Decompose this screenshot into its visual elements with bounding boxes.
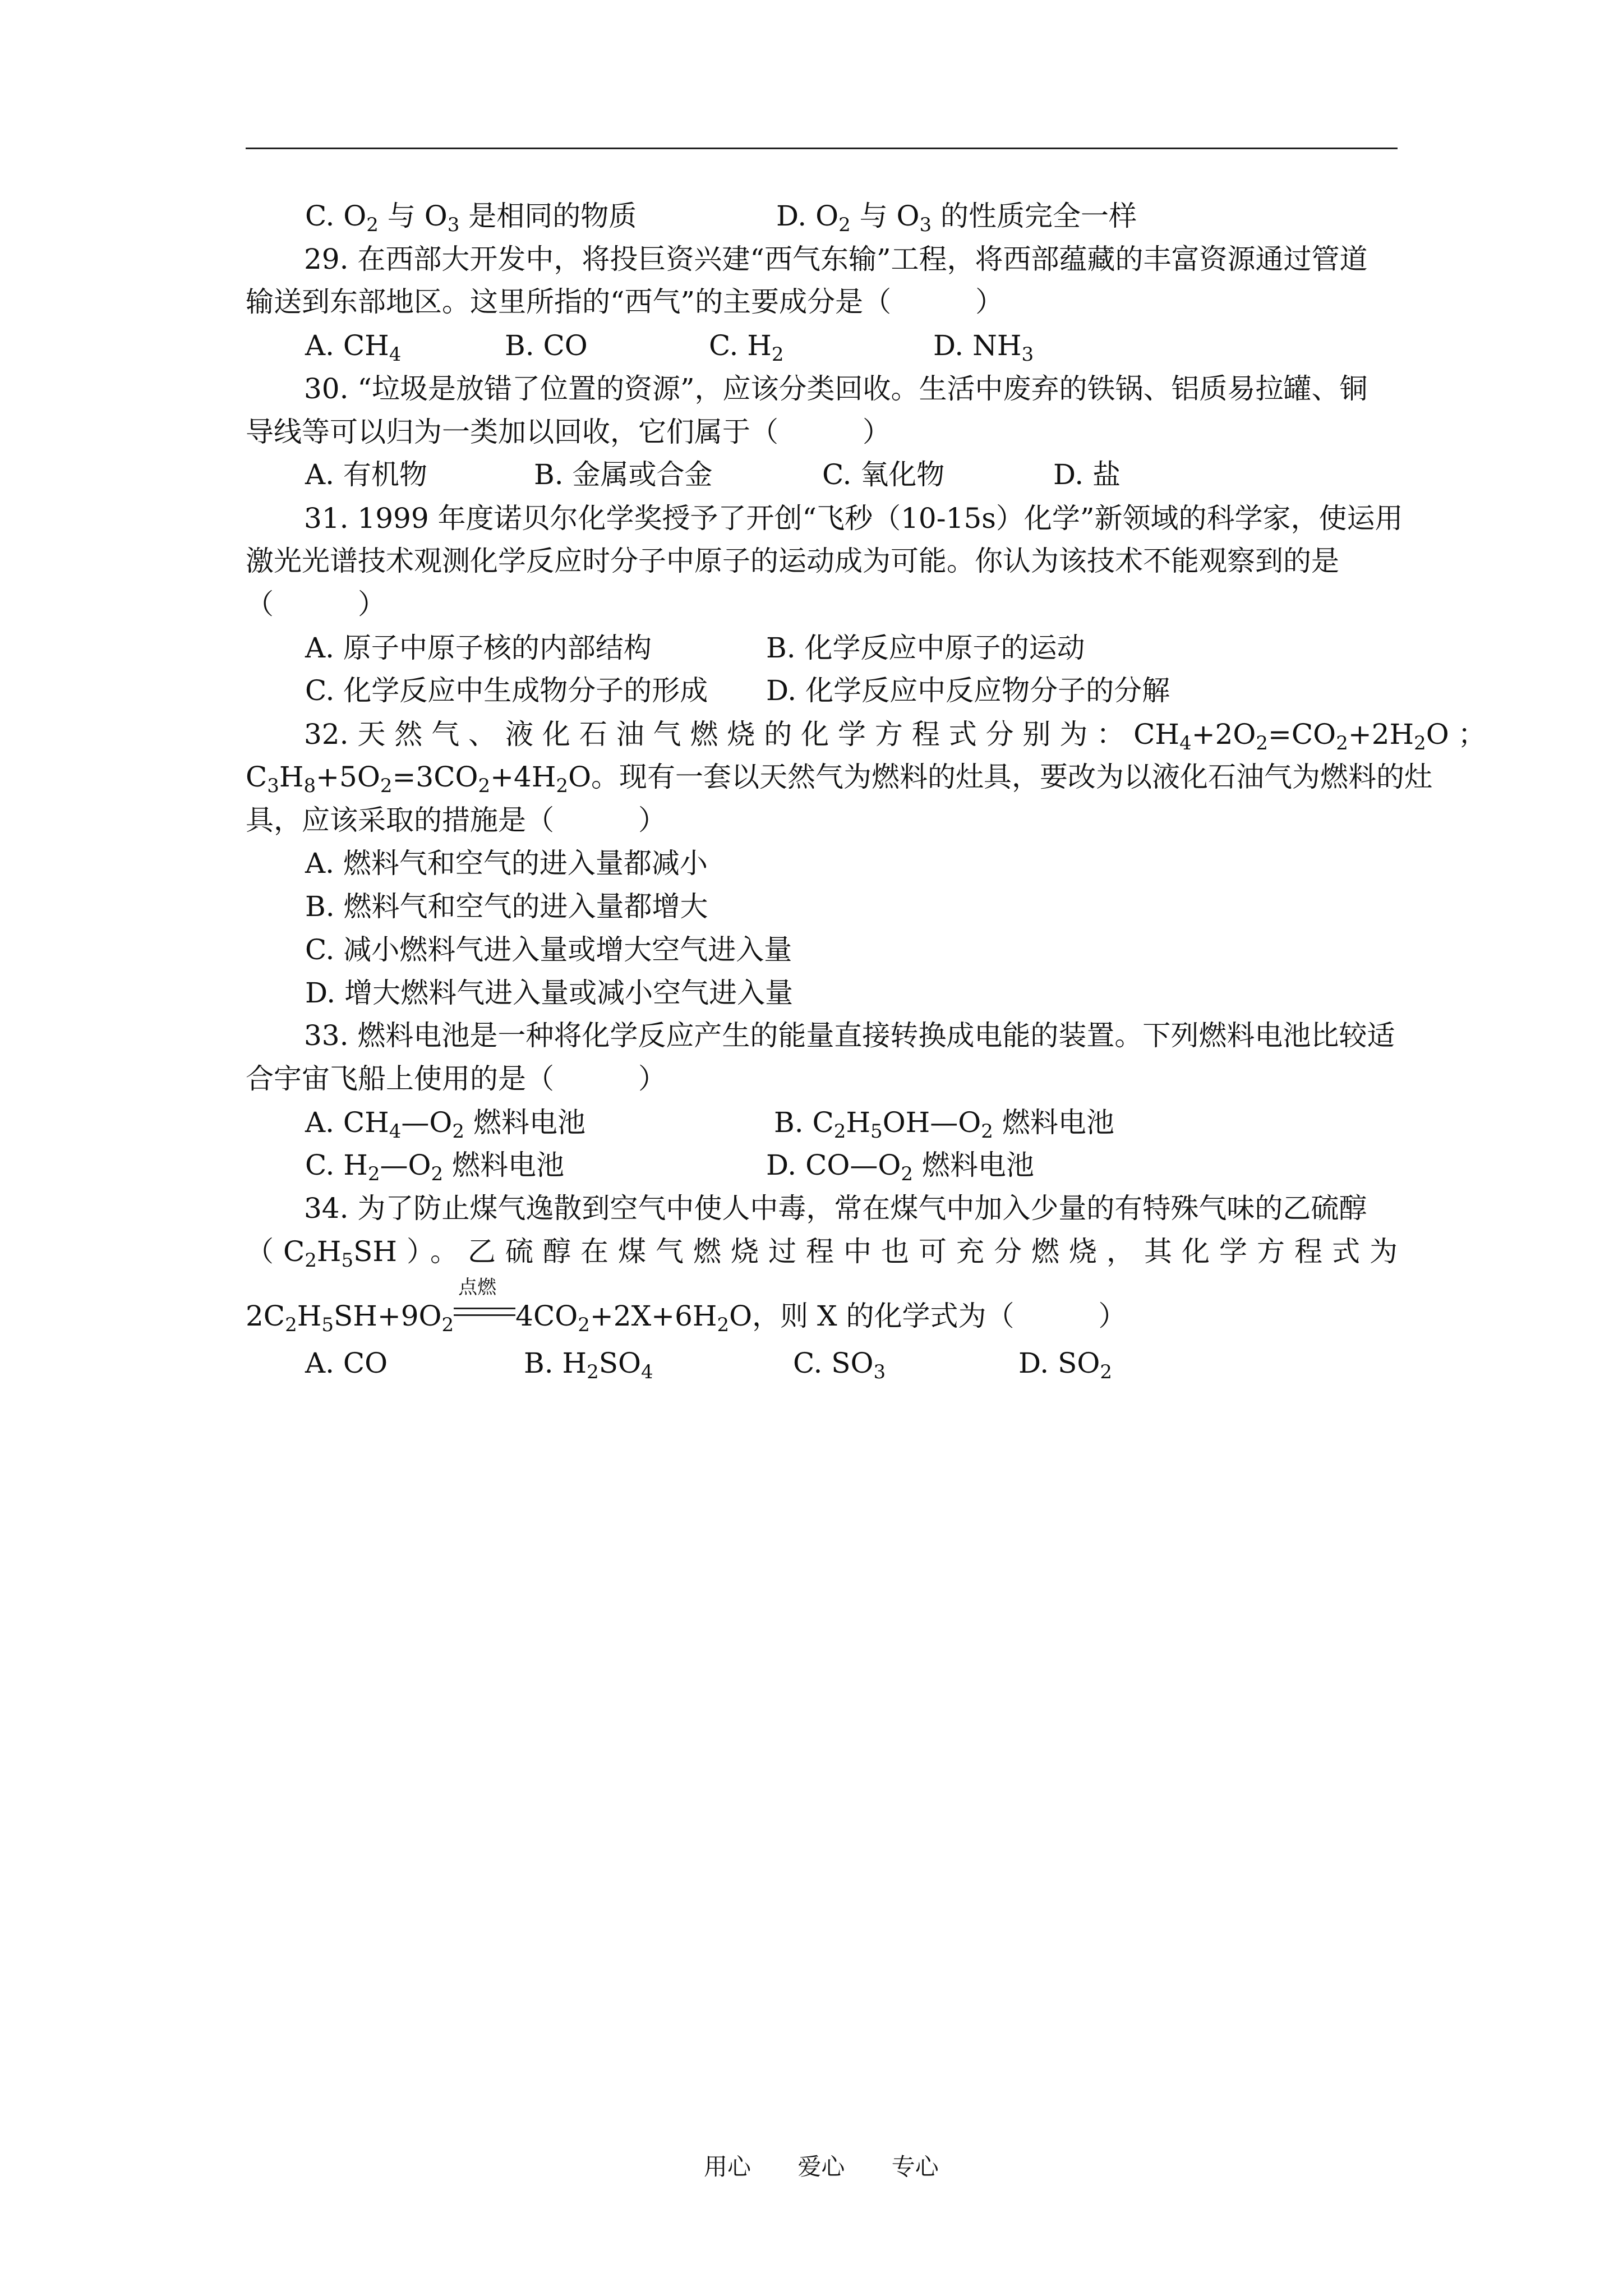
- q28-option-d: D. $O_2$ 与 $O_3$ 的性质完全一样: [776, 200, 1137, 236]
- q33-option-d: D. $CO—O_2$ 燃料电池: [766, 1149, 1034, 1185]
- footer-text-1: 用心: [704, 2153, 751, 2180]
- q31-option-a: A. 原子中原子核的内部结构: [305, 632, 652, 664]
- q33-stem-line1: 33. 燃料电池是一种将化学反应产生的能量直接转换成电能的装置。下列燃料电池比较适: [304, 1019, 1395, 1052]
- q30-option-b: B. 金属或合金: [534, 458, 713, 491]
- q34-option-c: C. $SO_3$: [793, 1347, 886, 1383]
- q29-option-a: A. $CH_4$: [305, 329, 402, 366]
- q31-option-b: B. 化学反应中原子的运动: [766, 632, 1085, 664]
- q33-option-c: C. $H_2—O_2$ 燃料电池: [305, 1149, 565, 1185]
- q31-option-c: C. 化学反应中生成物分子的形成: [305, 674, 708, 707]
- q30-option-c: C. 氧化物: [822, 458, 945, 491]
- q29-stem-line1: 29. 在西部大开发中，将投巨资兴建“西气东输”工程，将西部蕴藏的丰富资源通过管道: [304, 243, 1368, 275]
- q31-option-d: D. 化学反应中反应物分子的分解: [766, 674, 1170, 707]
- q33-stem-line2: 合宇宙飞船上使用的是（ ）: [246, 1062, 666, 1095]
- q34-option-d: D. $SO_2$: [1018, 1347, 1112, 1383]
- q31-stem-line1: 31. 1999 年度诺贝尔化学奖授予了开创“飞秒（10-15s）化学”新领域的科学家，使运用: [304, 502, 1403, 535]
- q30-stem-line1: 30. “垃圾是放错了位置的资源”，应该分类回收。生活中废弃的铁锅、铝质易拉罐、铜: [304, 372, 1368, 405]
- footer-text-2: 爱心: [797, 2153, 845, 2180]
- q32-option-b: B. 燃料气和空气的进入量都增大: [305, 890, 708, 923]
- q29-option-b: B. CO: [505, 329, 588, 362]
- q34-equation: $2C_2H_5SH+9O_2$ 点燃 $4CO_2+2X+6H_2O$，则 X 的化学式为（ ）: [246, 1276, 1127, 1336]
- footer-text-3: 专心: [891, 2153, 939, 2180]
- q30-option-d: D. 盐: [1053, 458, 1121, 491]
- q28-option-c: C. $O_2$ 与 $O_3$ 是相同的物质: [305, 200, 637, 236]
- q30-option-a: A. 有机物: [305, 458, 427, 491]
- q31-stem-line2: 激光光谱技术观测化学反应时分子中原子的运动成为可能。你认为该技术不能观察到的是: [246, 545, 1339, 577]
- q33-option-b: B. $C_2H_5OH—O_2$ 燃料电池: [774, 1106, 1114, 1143]
- q29-stem-line2: 输送到东部地区。这里所指的“西气”的主要成分是（ ）: [246, 286, 1004, 318]
- q32-stem-line1: 32. 天 然 气 、 液 化 石 油 气 燃 烧 的 化 学 方 程 式 分 别 为 ： $CH_4+2O_2=CO_2+2H_2O$ ；: [304, 718, 1486, 754]
- q31-stem-line3: （ ）: [246, 588, 386, 620]
- q34-option-b: B. $H_2SO_4$: [524, 1347, 653, 1383]
- q32-option-a: A. 燃料气和空气的进入量都减小: [305, 847, 708, 880]
- q34-stem-line1: 34. 为了防止煤气逸散到空气中使人中毒，常在煤气中加入少量的有特殊气味的乙硫醇: [304, 1192, 1367, 1225]
- q29-option-c: C. $H_2$: [709, 329, 784, 366]
- reaction-condition: 点燃: [454, 1302, 515, 1324]
- q30-stem-line2: 导线等可以归为一类加以回收，它们属于（ ）: [246, 416, 891, 448]
- q32-stem-line2: $C_3H_8+5O_2=3CO_2+4H_2O$。现有一套以天然气为燃料的灶具，要改为以液化石油气为燃料的灶: [246, 761, 1433, 797]
- q32-option-d: D. 增大燃料气进入量或减小空气进入量: [305, 977, 794, 1009]
- q33-option-a: A. $CH_4—O_2$ 燃料电池: [305, 1106, 585, 1143]
- page-footer: [704, 2148, 939, 2182]
- q32-option-c: C. 减小燃料气进入量或增大空气进入量: [305, 933, 792, 966]
- header-rule: [246, 148, 1398, 149]
- q34-stem-line2: $(C_2H_5SH)$。乙硫醇在煤气燃烧过程中也可充分燃烧，其化学方程式为: [246, 1235, 1398, 1272]
- q32-stem-line3: 具，应该采取的措施是（ ）: [246, 804, 666, 836]
- q29-option-d: D. $NH_3$: [933, 329, 1034, 366]
- q34-option-a: A. CO: [305, 1347, 388, 1379]
